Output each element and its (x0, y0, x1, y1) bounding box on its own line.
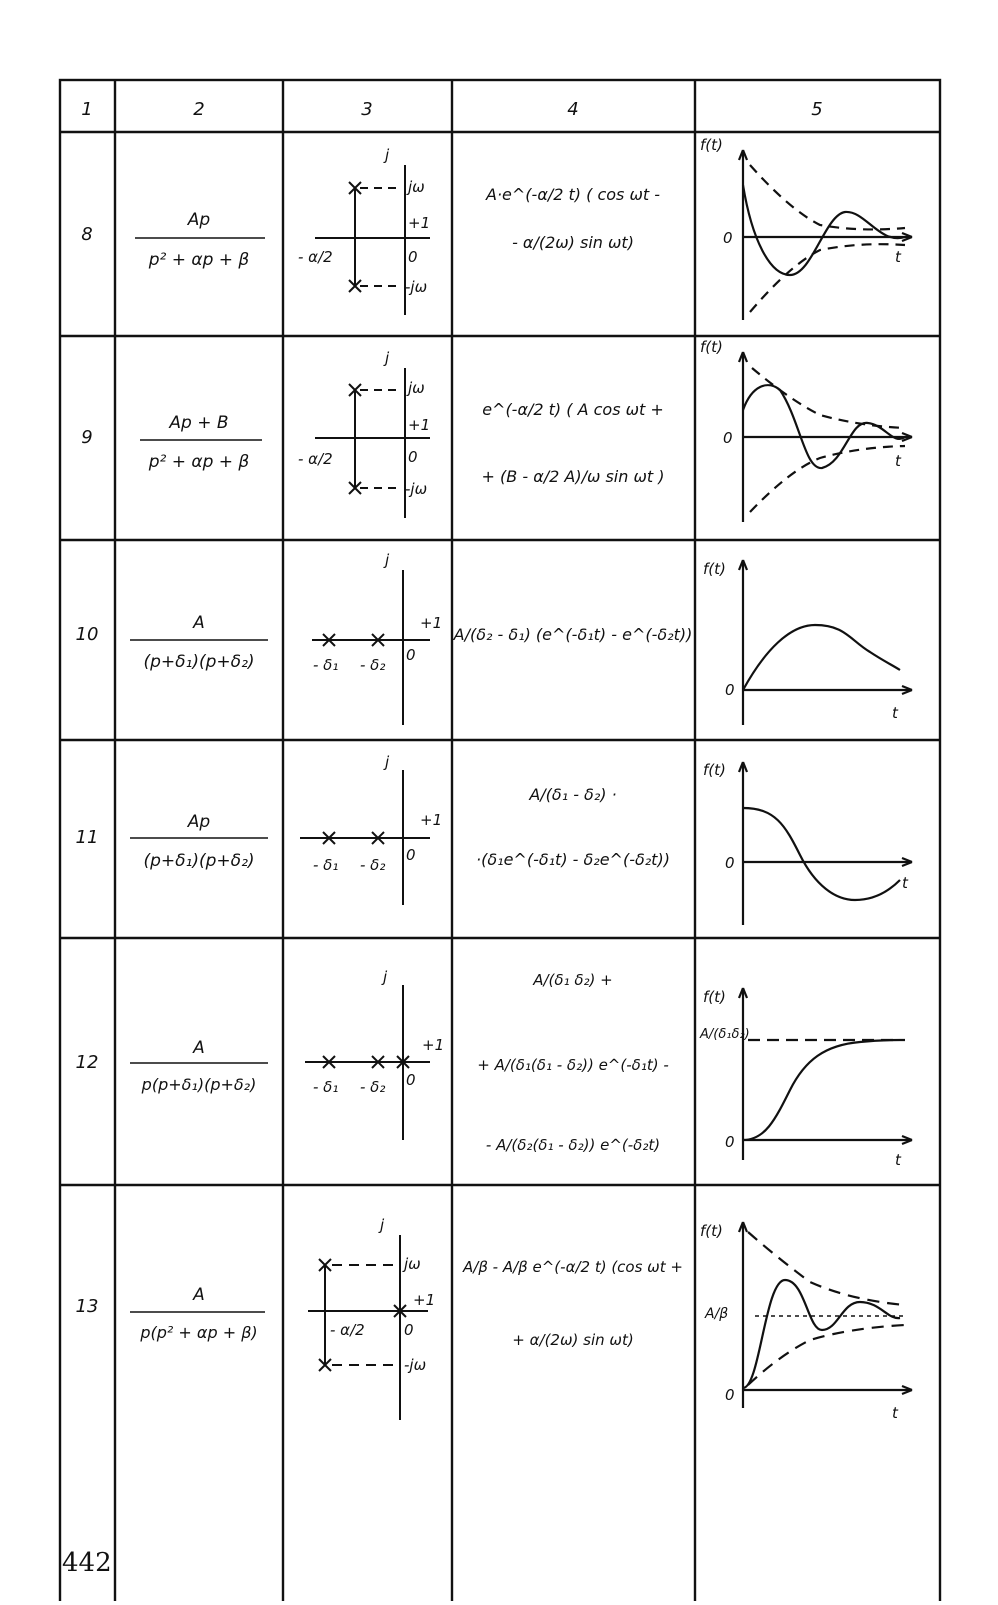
tf-denominator: p² + αp + β (148, 250, 250, 270)
original-line-1: e^(-α/2 t) ( A cos ωt + (482, 400, 664, 419)
plus-one-label: +1 (413, 1291, 436, 1309)
header-col-4: 4 (567, 99, 579, 120)
tf-numerator: Ap + B (169, 413, 229, 433)
original-line-2: + α/(2ω) sin ωt) (512, 1331, 634, 1349)
graph-y-label: f(t) (703, 988, 726, 1006)
header-col-1: 1 (81, 99, 93, 120)
transfer-function (135, 210, 265, 270)
transfer-function (130, 1285, 265, 1342)
graph-origin-label: 0 (725, 1386, 735, 1404)
j-axis-label: j (380, 1216, 385, 1234)
j-axis-label: j (385, 146, 390, 164)
original-line-2: ·(δ₁e^(-δ₁t) - δ₂e^(-δ₂t)) (476, 850, 670, 869)
pole-top-label: jω (408, 178, 425, 196)
pole-1-label: - δ₁ (313, 656, 339, 674)
table-row-8 (81, 136, 912, 320)
time-graph (739, 352, 912, 522)
tf-numerator: A (193, 1285, 205, 1305)
table-row-9 (81, 338, 912, 522)
table-grid (60, 80, 940, 1601)
tf-denominator: (p+δ₁)(p+δ₂) (143, 652, 255, 672)
pole-1-label: - δ₁ (313, 856, 339, 874)
original-function (476, 785, 670, 869)
original-function (485, 185, 660, 252)
origin-label: 0 (408, 448, 418, 466)
plus-one-label: +1 (422, 1036, 445, 1054)
graph-y-label: f(t) (700, 136, 723, 154)
table-row-12 (76, 968, 912, 1169)
origin-label: 0 (408, 248, 418, 266)
real-part-label: - α/2 (330, 1321, 365, 1339)
graph-x-label: t (892, 1404, 898, 1422)
row-number: 8 (81, 224, 93, 245)
original-line-2: + (B - α/2 A)/ω sin ωt ) (481, 467, 665, 486)
original-line-1: A/(δ₁ δ₂) + (533, 971, 613, 989)
tf-numerator: A (193, 613, 205, 633)
tf-numerator: Ap (187, 210, 211, 230)
graph-origin-label: 0 (725, 854, 735, 872)
tf-denominator: p² + αp + β (148, 452, 250, 472)
tf-denominator: (p+δ₁)(p+δ₂) (143, 851, 255, 871)
table-row-13 (76, 1216, 912, 1422)
origin-label: 0 (404, 1321, 414, 1339)
page-number: 442 (62, 1548, 112, 1578)
origin-label: 0 (406, 846, 416, 864)
time-graph (739, 150, 912, 320)
pole-2-label: - δ₂ (360, 1078, 386, 1096)
original-line-2: - α/(2ω) sin ωt) (512, 233, 634, 252)
pole-bottom-label: -jω (404, 1356, 427, 1374)
row-number: 13 (75, 1296, 99, 1317)
tf-numerator: A (193, 1038, 205, 1058)
transfer-function (130, 1038, 268, 1094)
original-line-1: A·e^(-α/2 t) ( cos ωt - (486, 185, 660, 204)
origin-label: 0 (406, 646, 416, 664)
original-line-2: + A/(δ₁(δ₁ - δ₂)) e^(-δ₁t) - (477, 1056, 669, 1074)
j-axis-label: j (385, 753, 390, 771)
row-number: 11 (75, 827, 99, 848)
header-col-2: 2 (193, 99, 205, 120)
graph-y-label: f(t) (703, 761, 726, 779)
transfer-function (140, 413, 262, 472)
graph-origin-label: 0 (723, 429, 733, 447)
graph-level-label: A/β (705, 1306, 729, 1322)
original-line-1: A/β - A/β e^(-α/2 t) (cos ωt + (463, 1258, 683, 1276)
time-graph (739, 988, 912, 1160)
pole-2-label: - δ₂ (360, 656, 386, 674)
header-col-3: 3 (361, 99, 373, 120)
real-part-label: - α/2 (298, 450, 333, 468)
origin-label: 0 (406, 1071, 416, 1089)
original-function (462, 1258, 683, 1349)
original-function (477, 971, 669, 1154)
graph-origin-label: 0 (725, 1133, 735, 1151)
transfer-function (130, 812, 268, 871)
table-row-10 (76, 551, 912, 725)
tf-numerator: Ap (187, 812, 211, 832)
row-number: 10 (75, 624, 99, 645)
tf-denominator: p(p² + αp + β) (140, 1323, 258, 1342)
time-graph (739, 1222, 912, 1408)
pole-top-label: jω (404, 1255, 421, 1273)
transfer-function (130, 613, 268, 672)
pole-bottom-label: -jω (405, 278, 428, 296)
pole-top-label: jω (408, 379, 425, 397)
plus-one-label: +1 (408, 214, 431, 232)
pole-bottom-label: -jω (405, 480, 428, 498)
original-line-1: A/(δ₂ - δ₁) (e^(-δ₁t) - e^(-δ₂t)) (453, 625, 693, 644)
row-number: 12 (75, 1052, 99, 1073)
graph-y-label: f(t) (703, 560, 726, 578)
plus-one-label: +1 (420, 614, 443, 632)
graph-level-label: A/(δ₁δ₂) (700, 1027, 750, 1042)
graph-x-label: t (895, 248, 901, 266)
graph-origin-label: 0 (723, 229, 733, 247)
header-col-5: 5 (811, 99, 823, 120)
graph-y-label: f(t) (700, 1222, 723, 1240)
graph-x-label: t (892, 704, 898, 722)
j-axis-label: j (385, 349, 390, 367)
pole-diagram (305, 985, 430, 1140)
original-line-3: - A/(δ₂(δ₁ - δ₂)) e^(-δ₂t) (485, 1136, 661, 1154)
graph-x-label: t (895, 452, 901, 470)
time-graph (739, 560, 912, 725)
tf-denominator: p(p+δ₁)(p+δ₂) (141, 1075, 257, 1094)
original-line-1: A/(δ₁ - δ₂) · (529, 785, 617, 804)
original-function (482, 400, 665, 486)
graph-origin-label: 0 (725, 681, 735, 699)
j-axis-label: j (385, 551, 390, 569)
j-axis-label: j (383, 968, 388, 986)
row-number: 9 (81, 427, 93, 448)
plus-one-label: +1 (408, 416, 431, 434)
graph-x-label: t (902, 874, 908, 892)
plus-one-label: +1 (420, 811, 443, 829)
pole-2-label: - δ₂ (360, 856, 386, 874)
pole-diagram (300, 770, 430, 905)
real-part-label: - α/2 (298, 248, 333, 266)
graph-x-label: t (895, 1151, 901, 1169)
pole-1-label: - δ₁ (313, 1078, 339, 1096)
original-function (453, 625, 693, 644)
time-graph (739, 762, 912, 925)
graph-y-label: f(t) (700, 338, 723, 356)
table-row-11 (76, 753, 912, 925)
